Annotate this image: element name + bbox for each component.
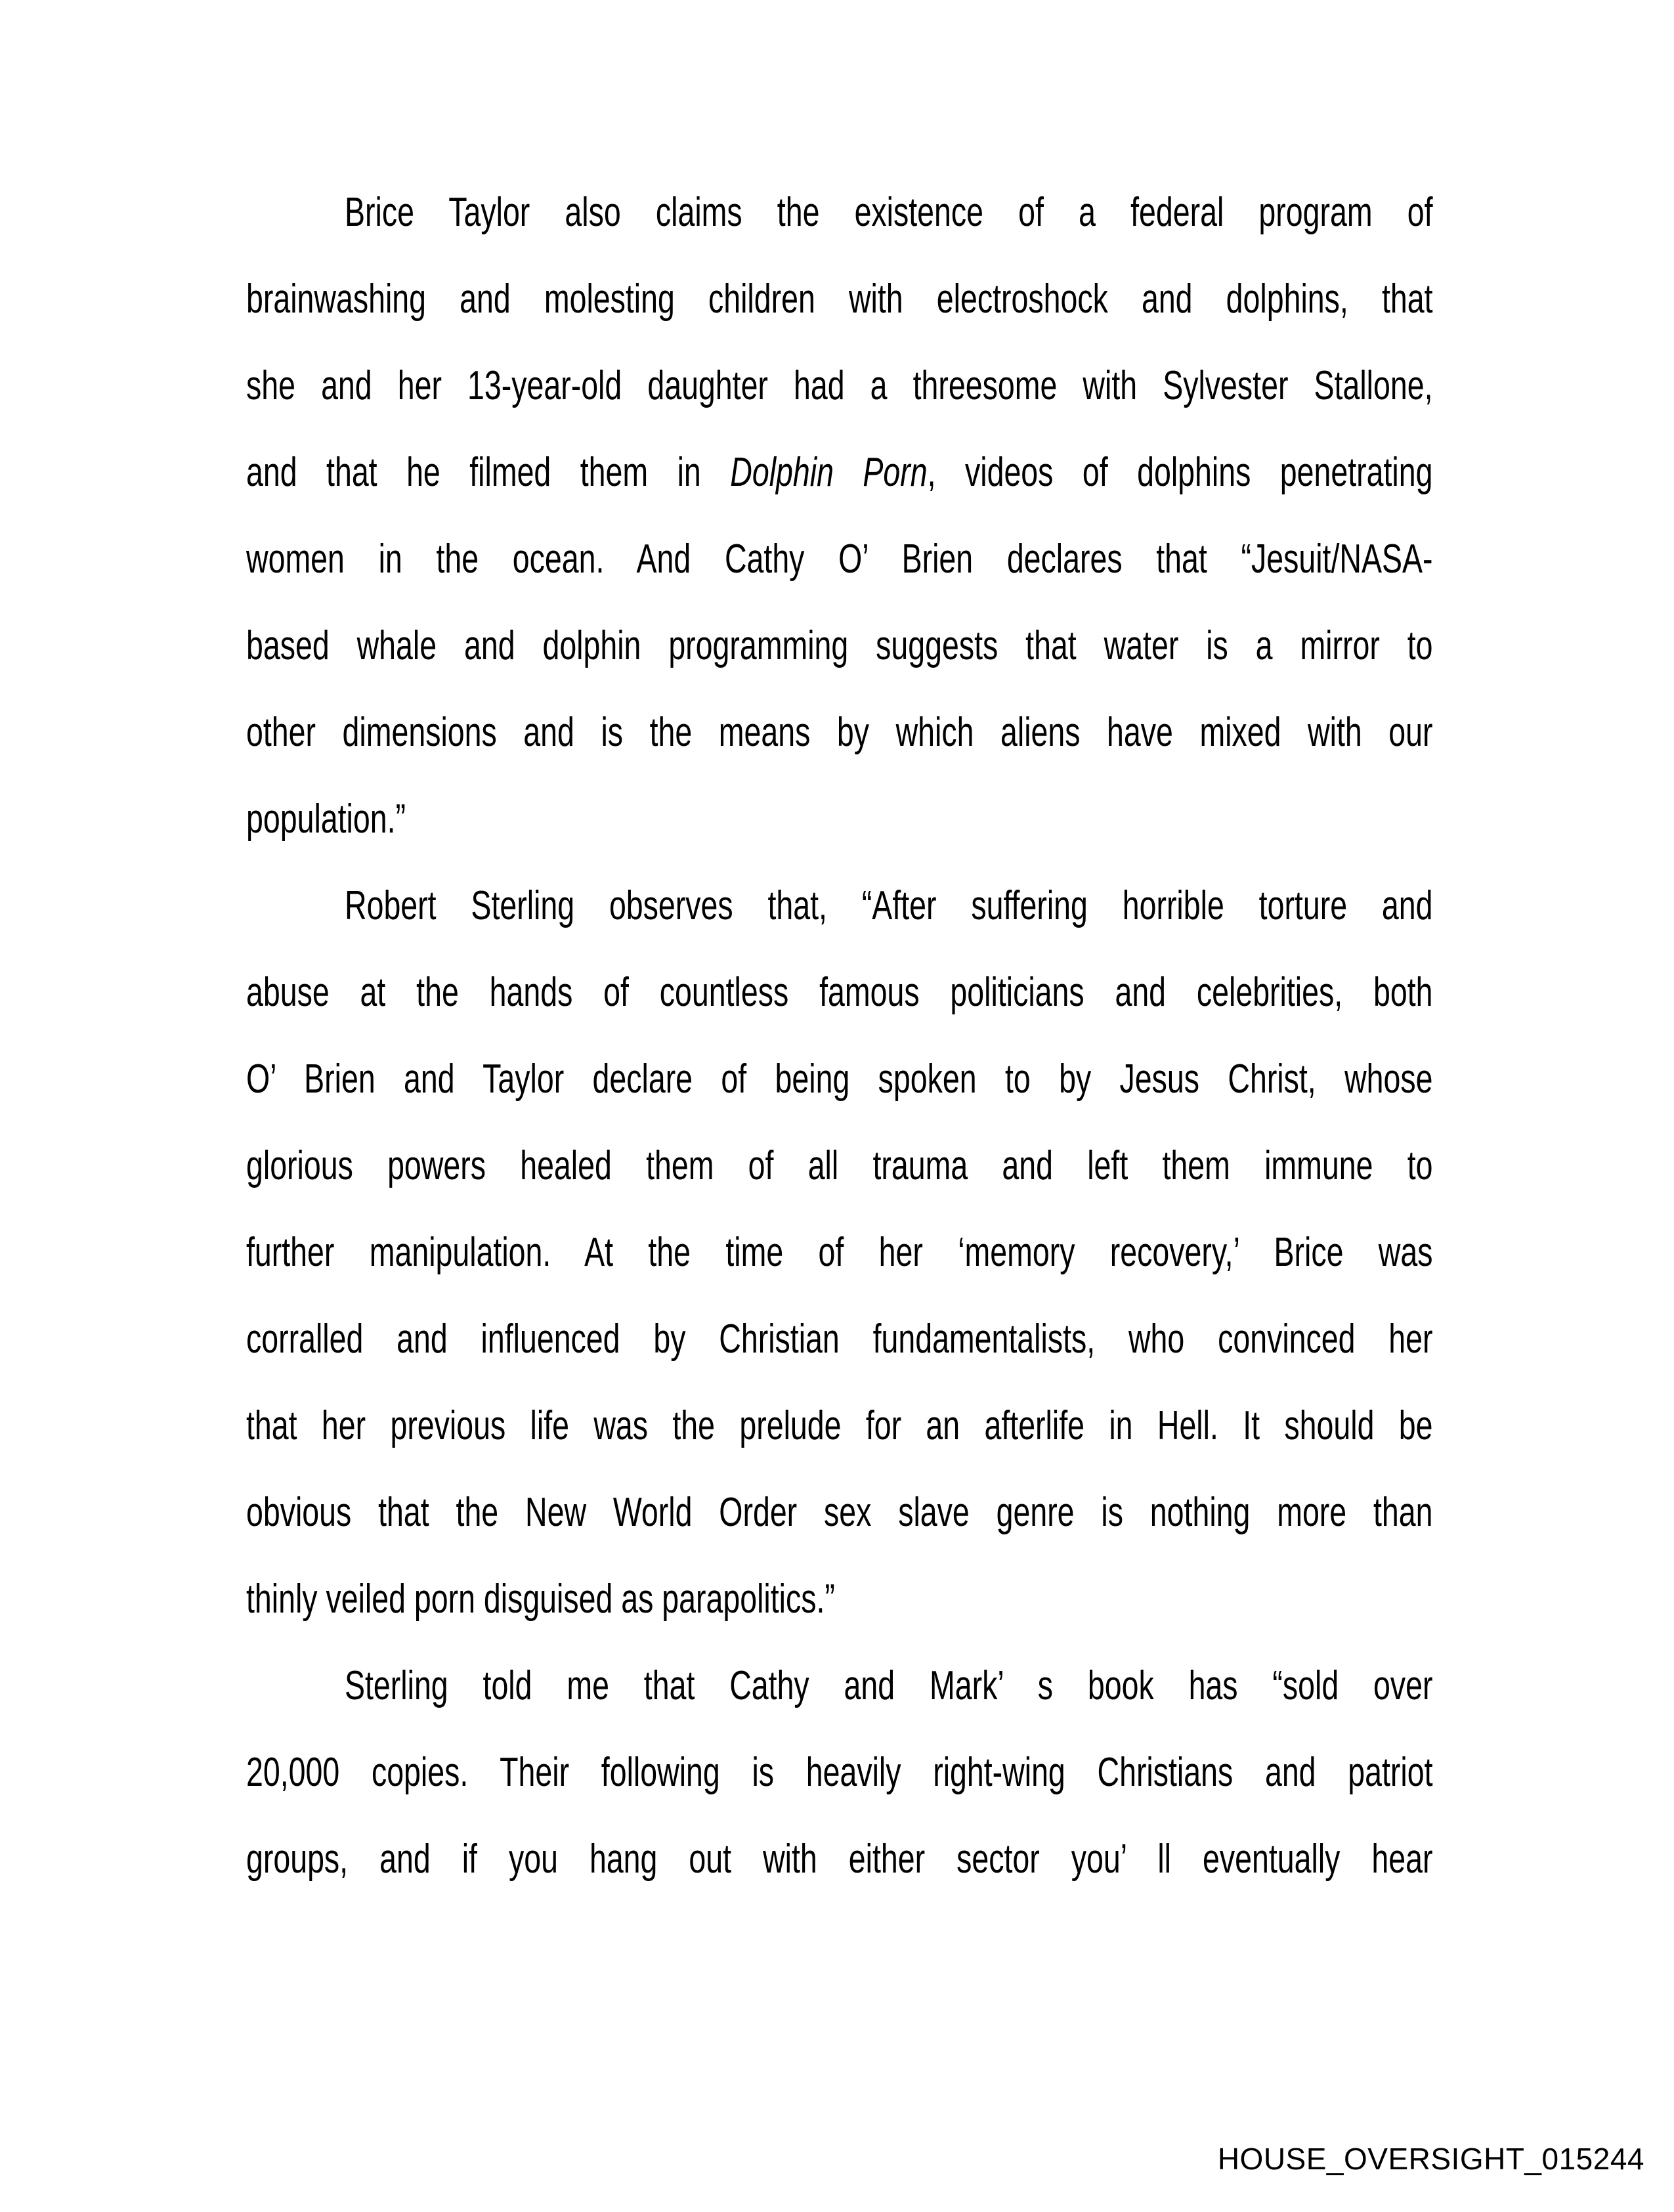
text-run: , videos of dolphins penetrating — [927, 450, 1433, 495]
text-run: 20,000 copies. Their following is heavily right-wing Christians and patriot — [246, 1750, 1433, 1795]
text-run: brainwashing and molesting children with electroshock and dolphins, that — [246, 276, 1433, 322]
text-run: glorious powers healed them of all trauma and left them immune to — [246, 1143, 1433, 1188]
text-run: population.” — [246, 796, 406, 842]
text-run: further manipulation. At the time of her ‘memory recovery,’ Brice was — [246, 1230, 1433, 1275]
bates-number: HOUSE_OVERSIGHT_015244 — [1217, 2142, 1644, 2176]
text-run: groups, and if you hang out with either sector you’ ll eventually hear — [246, 1836, 1433, 1882]
paragraph — [246, 1643, 1433, 1903]
text-line — [246, 429, 1433, 516]
text-run: women in the ocean. And Cathy O’ Brien declares that “Jesuit/NASA- — [246, 536, 1433, 582]
text-line — [246, 1816, 1433, 1903]
paragraph — [246, 863, 1433, 1643]
text-run: Robert Sterling observes that, “After suffering horrible torture and — [345, 883, 1433, 928]
text-run: obvious that the New World Order sex slave genre is nothing more than — [246, 1490, 1433, 1535]
text-line — [246, 689, 1433, 776]
text-run: O’ Brien and Taylor declare of being spoken to by Jesus Christ, whose — [246, 1056, 1433, 1102]
text-run: that her previous life was the prelude for an afterlife in Hell. It should be — [246, 1403, 1433, 1448]
text-line — [246, 1383, 1433, 1469]
text-line — [246, 1123, 1433, 1209]
text-line — [246, 863, 1433, 949]
text-line — [246, 1036, 1433, 1123]
text-line — [246, 603, 1433, 689]
text-line — [246, 1729, 1433, 1816]
text-line — [246, 949, 1433, 1036]
text-run: based whale and dolphin programming suggests that water is a mirror to — [246, 623, 1433, 668]
text-line — [246, 1643, 1433, 1729]
text-line — [246, 343, 1433, 429]
text-run: thinly veiled porn disguised as parapolitics.” — [246, 1576, 835, 1622]
text-line — [246, 169, 1433, 256]
text-line — [246, 776, 1433, 863]
text-line — [246, 1296, 1433, 1383]
italic-text-run: Dolphin Porn — [730, 450, 928, 495]
text-run: abuse at the hands of countless famous politicians and celebrities, both — [246, 970, 1433, 1015]
text-line — [246, 516, 1433, 603]
text-run: and that he filmed them in — [246, 450, 731, 495]
text-run: corralled and influenced by Christian fundamentalists, who convinced her — [246, 1316, 1433, 1362]
text-run: she and her 13-year-old daughter had a threesome with Sylvester Stallone, — [246, 363, 1433, 408]
text-run: other dimensions and is the means by which aliens have mixed with our — [246, 710, 1433, 755]
text-line — [246, 256, 1433, 343]
text-run: Brice Taylor also claims the existence of a federal program of — [345, 190, 1433, 235]
paragraph — [246, 169, 1433, 863]
text-line — [246, 1469, 1433, 1556]
text-line — [246, 1209, 1433, 1296]
text-line — [246, 1556, 1433, 1643]
document-body — [246, 169, 1433, 1903]
text-run: Sterling told me that Cathy and Mark’ s book has “sold over — [345, 1663, 1433, 1708]
